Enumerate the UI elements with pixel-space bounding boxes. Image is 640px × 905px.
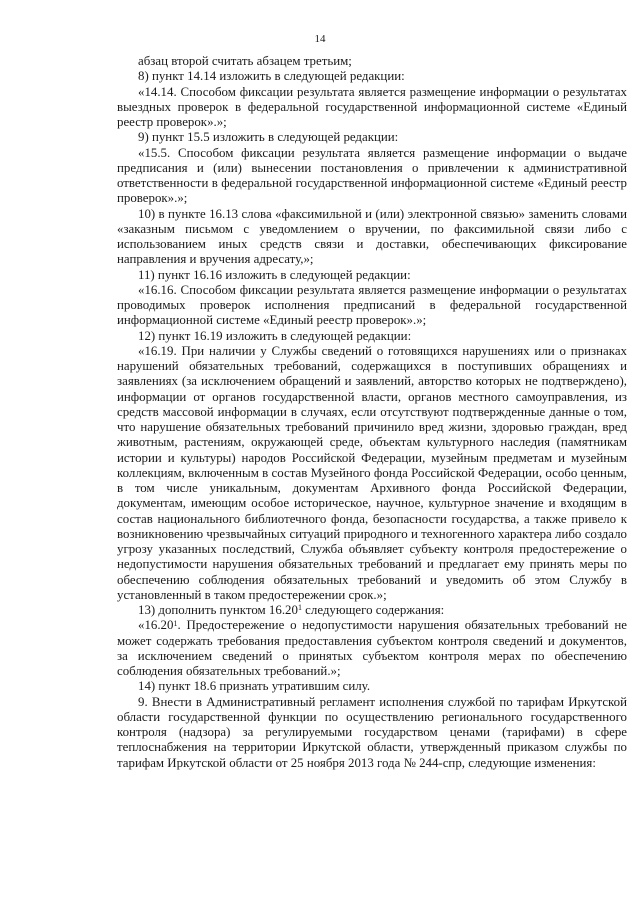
paragraph-list-item: абзац второй считать абзацем третьим; xyxy=(138,54,352,68)
amendment-item-9: 9) пункт 15.5 изложить в следующей редакции: xyxy=(138,130,399,145)
superscript: 1 xyxy=(297,603,302,613)
quoted-clause-16-20-1: «16.20$^1$. Предостережение о недопустимости нарушения обязательных требований не может содержать требования предоставления субъектом контроля сведений и документов, за исключением сведений о принятых субъектом контроля мерах по обеспечению соблюдения обязательных требований.»; xyxy=(117,618,627,678)
superscript: 1 xyxy=(173,618,178,628)
amendment-item-12: 12) пункт 16.19 изложить в следующей редакции: xyxy=(138,328,412,343)
amendment-item-13: 13) дополнить пунктом 16.20$^1$ следующего содержания: xyxy=(138,603,445,617)
amendment-item-8: 8) пункт 14.14 изложить в следующей редакции: xyxy=(138,69,405,84)
quoted-clause-14-14: «14.14. Способом фиксации результата является размещение информации о результатах выездных проверок в федеральной государственной информационной системе «Единый реестр проверок».»; xyxy=(117,84,627,129)
page-number: 14 xyxy=(314,33,326,45)
amendment-item-14: 14) пункт 18.6 признать утратившим силу. xyxy=(138,679,371,694)
section-9-paragraph: 9. Внести в Административный регламент исполнения службой по тарифам Иркутской области государственной функции по осуществлению регионального государственного контроля (надзора) за регулируемыми государством ценами (тарифами) в сфере теплоснабжения на территории Иркутской области, утвержденный приказом службы по тарифам Иркутской области от 25 ноября 2013 года № 244-спр, следующие изменения: xyxy=(117,694,627,770)
document-body xyxy=(117,54,627,771)
amendment-item-11: 11) пункт 16.16 изложить в следующей редакции: xyxy=(138,267,411,282)
amendment-item-10: 10) в пункте 16.13 слова «факсимильной и (или) электронной связью» заменить словами «заказным письмом с уведомлением о вручении, по факсимильной связи либо с использованием иных средств связи и доставки, обеспечивающих фиксирование направления и вручения адресату,»; xyxy=(117,206,627,267)
quoted-clause-16-19: «16.19. При наличии у Службы сведений о готовящихся нарушениях или о признаках нарушений обязательных требований, содержащихся в поступивших обращениях и заявлениях (за исключением обращений и заявлений, авторство которых не подтверждено), информации от органов государственной власти, органов местного самоуправления, из средств массовой информации в случаях, если отсутствуют подтвержденные данные о том, что нарушение обязательных требований причинило вред жизни, здоровью граждан, вред животным, растениям, окружающей среде, объектам культурного наследия (памятникам истории и культуры) народов Российской Федерации, музейным предметам и музейным коллекциям, включенным в состав Музейного фонда Российской Федерации, особо ценным, в том числе уникальным, документам Архивного фонда Российской Федерации, документам, имеющим особое историческое, научное, культурное значение и входящим в состав национального библиотечного фонда, безопасности государства, а также привело к возникновению чрезвычайных ситуаций природного и техногенного характера либо создало угрозу указанных последствий, Служба объявляет субъекту контроля предостережение о недопустимости нарушения обязательных требований и предлагает ему принять меры по обеспечению соблюдения обязательных требований и уведомить об этом Службу в установленный в таком предостережении срок.»; xyxy=(117,343,627,602)
quoted-clause-16-16: «16.16. Способом фиксации результата является размещение информации о результатах проводимых проверок исполнения предписаний в федеральной государственной информационной системе «Единый реестр проверок».»; xyxy=(117,282,627,328)
quoted-clause-15-5: «15.5. Способом фиксации результата является размещение информации о выдаче предписания и (или) вынесении постановления о привлечении к административной ответственности в федеральной государственной информационной системе «Единый реестр проверок».»; xyxy=(117,145,627,206)
